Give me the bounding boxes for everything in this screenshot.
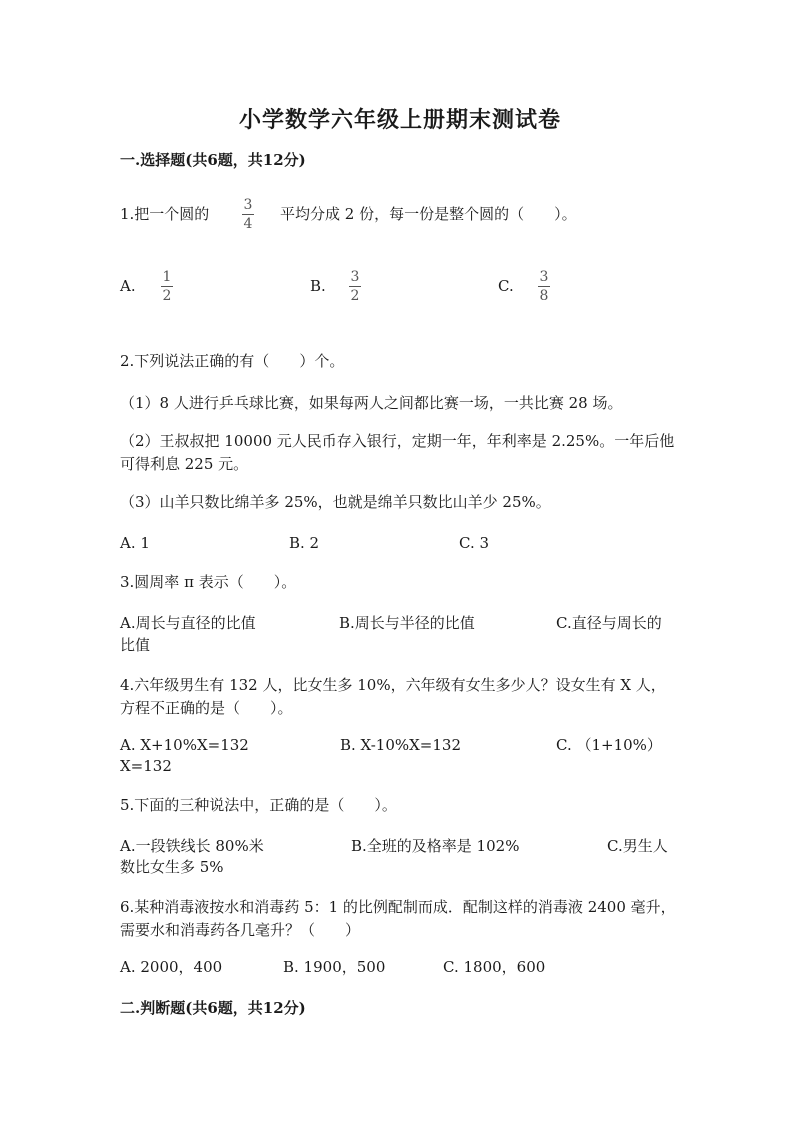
q1-option-a-fraction [161, 269, 173, 304]
q4-option-c: C. （1+10%） [556, 736, 662, 754]
q1-frac-den: 4 [243, 216, 253, 232]
fraction-bar [538, 286, 550, 287]
fraction-bar [349, 286, 361, 287]
q4-option-b: B. X-10%X=132 [340, 736, 461, 754]
q5-stem: 5.下面的三种说法中，正确的是（ ）。 [120, 796, 397, 814]
q1-option-b-den: 2 [350, 288, 360, 304]
q4-stem: 4.六年级男生有 132 人，比女生多 10%，六年级有女生多少人？设女生有 X 人，方程不正确的是（ ）。 [120, 676, 666, 717]
q1-option-b-fraction [349, 269, 361, 304]
q2-statement-3: （3）山羊只数比绵羊多 25%，也就是绵羊只数比山羊少 25%。 [120, 493, 551, 511]
q1-option-a-num: 1 [162, 269, 172, 285]
q1-option-a-label: A. [120, 277, 136, 295]
page-title: 小学数学六年级上册期末测试卷 [238, 107, 562, 133]
q3-option-a: A.周长与直径的比值 [120, 614, 256, 632]
q6-option-b: B. 1900，500 [283, 958, 386, 976]
q1-option-c-den: 8 [539, 288, 549, 304]
q2-stem: 2.下列说法正确的有（ ）个。 [120, 352, 345, 370]
q1-suffix: 平均分成 2 份，每一份是整个圆的（ ）。 [280, 205, 577, 223]
q5-option-a: A.一段铁线长 80%米 [120, 837, 264, 855]
q3-option-c: C.直径与周长的 [556, 614, 662, 632]
q5-option-c: C.男生人 [607, 837, 668, 855]
q1-option-b-num: 3 [350, 269, 360, 285]
q2-option-a: A. 1 [120, 534, 150, 552]
q1-fraction [242, 197, 254, 232]
q3-option-b: B.周长与半径的比值 [339, 614, 475, 632]
q4-option-a: A. X+10%X=132 [120, 736, 249, 754]
q5-option-c-continued: 数比女生多 5% [120, 858, 224, 876]
q2-option-c: C. 3 [459, 534, 490, 552]
q1-option-a-den: 2 [162, 288, 172, 304]
q6-option-c: C. 1800，600 [443, 958, 546, 976]
q1-frac-num: 3 [243, 197, 253, 213]
q5-option-b: B.全班的及格率是 102% [351, 837, 520, 855]
q6-option-a: A. 2000，400 [120, 958, 223, 976]
q1-option-c-label: C. [498, 277, 514, 295]
q2-statement-2: （2）王叔叔把 10000 元人民币存入银行，定期一年，年利率是 2.25%。一年后他可得利息 225 元。 [120, 432, 675, 473]
q2-statement-1: （1）8 人进行乒乓球比赛，如果每两人之间都比赛一场，一共比赛 28 场。 [120, 394, 623, 412]
q2-option-b: B. 2 [289, 534, 320, 552]
q1-option-c-num: 3 [539, 269, 549, 285]
q1-option-c-fraction [538, 269, 550, 304]
section-heading-judgement: 二.判断题(共6题，共12分) [120, 999, 306, 1017]
q1-option-b-label: B. [310, 277, 326, 295]
section-heading-choice: 一.选择题(共6题，共12分) [120, 151, 306, 169]
fraction-bar [242, 214, 254, 215]
q1-prefix: 1.把一个圆的 [120, 205, 210, 223]
q3-stem: 3.圆周率 π 表示（ ）。 [120, 573, 297, 591]
q3-option-c-continued: 比值 [120, 636, 151, 654]
q6-stem: 6.某种消毒液按水和消毒药 5：1 的比例配制而成．配制这样的消毒液 2400 毫升，需要水和消毒药各几毫升？（ ） [120, 898, 676, 939]
fraction-bar [161, 286, 173, 287]
q4-option-c-continued: X=132 [120, 757, 172, 775]
